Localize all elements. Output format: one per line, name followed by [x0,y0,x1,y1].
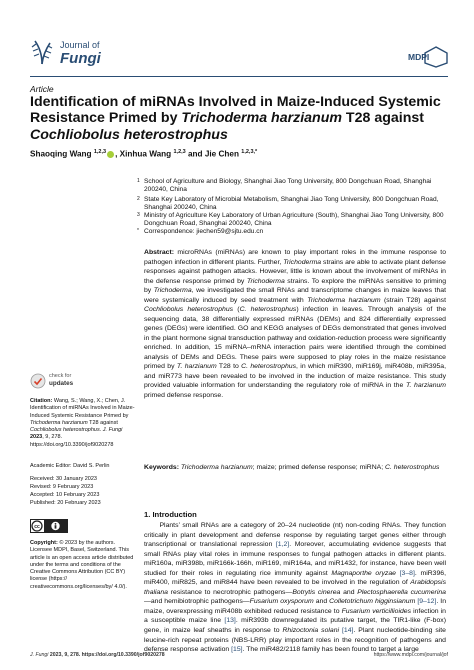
title-line1: Identification of miRNAs Involved in Maize-Induced Systemic [30,94,441,110]
author-2[interactable]: Xinhua Wang [119,149,172,159]
affiliation-text: State Key Laboratory of Microbial Metabolism, Shanghai Jiao Tong University, 800 Dongchuan Road, Shanghai 200240, China [144,196,439,212]
intro-text: and [340,588,358,596]
journal-of-label: Journal of [60,40,100,50]
citation-text: . [99,427,103,434]
intro-text: . Moreover, accumulating evidence suggests that small RNAs play vital roles in immune responses to fungal pathogen attacks in different plants. miR160a, miR398b, miR166k-166h, miR169, miR164a, and miR1432, for instance, have been well studied for their roles in regulating rice immunity against [144,541,446,577]
academic-editor: Academic Editor: David S. Perlin [30,463,110,469]
abstract-italic: C. heterostrophus [239,306,297,313]
intro-text: —and hemibiotrophic pathogens— [144,598,250,606]
author-3-affiliations: 1,2,3,* [241,149,258,155]
title-line3-italic: Cochliobolus heterostrophus [30,126,228,143]
intro-italic: Magnaporthe oryzae [331,569,396,577]
introduction-body [144,521,446,655]
affiliation-3 [137,212,444,228]
copyright-block [30,540,136,591]
citation-link[interactable]: [9–12] [417,598,437,606]
journal-name[interactable]: Fungi [60,50,101,67]
footer-citation: 2023, 9, 278. https://doi.org/10.3390/jof9020278 [48,652,165,658]
intro-italic: Fusarium verticillioides [341,607,411,615]
keywords [144,463,446,473]
affiliation-number: 3 [137,212,140,218]
intro-text: . The miR482/2118 family has been found to target a large [242,646,419,654]
journal-logo-icon [30,38,54,66]
intro-italic: Fusarium oxysporum [249,598,314,606]
abstract-italic: Trichoderma [283,258,322,266]
publisher-name: MDPI [408,52,430,62]
author-3[interactable]: Jie Chen [204,149,239,159]
intro-text: Plants’ small RNAs are a category of 20–24 nucleotide (nt) non-coding RNAs. They function critically in plant development and defense response by regulating target genes either through transcriptional or translational repression [144,522,446,549]
correspondence-mark: * [137,228,139,234]
author-list: Shaoqing Wang $^{1,2,3}$ , Xinhua Wang $^{1,2,3}$ and Jie Chen $^{1,2,3,*}$ [30,149,258,159]
abstract-italic: T. harzianum [405,382,447,389]
keyword-italic: C. heterostrophus [385,464,440,471]
footer-journal: J. Fungi [30,652,49,658]
abstract-text: , in which miR390, miR169j, miR408b, miR395a, and miR773 have been revealed to be involved in the induction of maize resistance. This study provided valuable information for understanding the regulatory role of miRNA in the [144,363,447,389]
citation-italic: Cochliobolus heterostrophus [30,427,100,434]
page-footer [30,652,448,658]
abstract-italic: C. heterostrophus [241,363,297,370]
abstract-text: , we investigated the small RNAs and transcriptome changes in maize leaves that were systemically induced by seed treatment with [144,287,446,304]
keyword-italic: Trichoderma harzianum [180,464,253,471]
received-date: Received: 30 January 2023 [30,476,97,482]
check-updates-label2: updates [49,380,74,387]
article-title [30,94,450,143]
header-divider [30,76,448,77]
affiliation-number: 2 [137,196,140,202]
citation-link[interactable]: [3–8] [399,569,415,577]
intro-italic: Plectosphaerella cucumerina [357,588,446,596]
citation-text: T28 against [87,419,118,426]
abstract-text: T28 to [216,363,242,370]
citation-block [30,398,136,449]
author-and: and [188,149,203,159]
affiliation-text: School of Agriculture and Biology, Shanghai Jiao Tong University, 800 Dongchuan Road, Shanghai 200240, China [144,178,432,194]
citation-doi[interactable]: , 9, 278. https://doi.org/10.3390/jof9020278 [30,434,114,448]
abstract-text: strains. To explore the miRNAs sensitive to priming by [144,277,446,294]
footer-journal-url[interactable]: https://www.mdpi.com/journal/jof [373,652,448,658]
citation-year: 2023 [30,434,43,441]
abstract [144,248,446,400]
intro-text: . In maize, overexpressing miR408b exhibited reduced resistance to [144,598,447,615]
check-for-updates-button[interactable] [30,370,78,392]
title-line2-suffix: T28 against [341,110,424,127]
copyright-text: © 2023 by the authors. Licensee MDPI, Basel, Switzerland. This article is an open access article distributed under the terms and conditions of the Creative Commons Attribution (CC BY) license (https:// creativecommons.org/licenses/by/ 4.0/). [30,540,134,590]
svg-text:cc: cc [34,524,40,530]
title-line2-italic: Trichoderma harzianum [181,110,342,127]
abstract-italic: T. harzianum [176,363,217,370]
abstract-text: microRNAs (miRNAs) are known to play important roles in the immune response to pathogen infection in different plants. Further, [144,249,446,266]
mdpi-logo-icon [424,46,448,68]
abstract-text: (strain T28) against [380,296,446,304]
abstract-italic: Trichoderma harzianum [307,296,381,304]
author-1[interactable]: Shaoqing Wang [30,149,92,159]
intro-italic: Colletotrichum higginsianum [329,598,416,606]
abstract-text: ( [233,306,240,313]
check-updates-label: check for [49,373,72,379]
article-type: Article [30,84,54,94]
citation-italic: Trichoderma harzianum [30,419,88,426]
citation-text: Wang, S.; Wang, X.; Chen, J. Identification of miRNAs Involved in Maize-Induced Systemic Resistance Primed by [30,398,135,419]
citation-link[interactable]: [13] [224,617,236,625]
abstract-italic: Trichoderma [153,287,192,294]
author-1-affiliations: 1,2,3 [93,149,107,155]
cc-by-license-icon[interactable] [30,519,68,533]
affiliation-text: Ministry of Agriculture Key Laboratory of Urban Agriculture (South), Shanghai Jiao Tong University, 800 Dongchuan Road, Shanghai 200240, China [144,212,444,228]
intro-text: infection in a susceptible maize line [144,607,446,625]
intro-italic: Botrytis cinerea [292,588,341,596]
title-line2-prefix: Resistance Primed by [30,110,182,127]
check-updates-icon [30,373,46,389]
keyword-text: ; maize; primed defense response; miRNA; [252,464,386,471]
affiliation-2 [137,196,444,212]
abstract-label: Abstract: [144,249,175,256]
abstract-italic: Trichoderma [246,277,285,285]
intro-italic: Arabidopsis thaliana [144,579,446,596]
intro-text: and [313,598,330,606]
intro-text: . miR396, miR400, miR825, and miR844 have been revealed to be involved in the regulation of [144,569,446,587]
revised-date: Revised: 9 February 2023 [30,484,94,490]
keywords-label: Keywords: [144,464,179,471]
intro-italic: Rhizoctonia solani [282,627,340,635]
accepted-date: Accepted: 10 February 2023 [30,492,100,498]
affiliation-1 [137,178,444,194]
copyright-label: Copyright: [30,540,58,546]
citation-link[interactable]: [15] [231,646,243,654]
intro-text: . Plant nucleotide-binding site leucine-rich repeat proteins (NBS-LRR) play important roles in the recognition of pathogens and defense response activation [144,627,446,654]
abstract-text: strains are able to activate plant defense responses against pathogen attacks. However, little is known about the involvement of miRNAs in the defense response primed by [144,258,446,285]
author-2-affiliations: 1,2,3 [173,149,186,155]
intro-text: . miR393b downregulated its putative target, the TIR1-like (F-box) gene, in maize leaf sheaths in response to [144,617,446,635]
citation-journal: J. Fungi [102,427,123,434]
abstract-italic: Cochliobolus heterostrophus [144,306,234,313]
published-date: Published: 20 February 2023 [30,500,101,506]
section-heading: 1. Introduction [144,510,197,519]
citation-label: Citation: [30,398,53,404]
citation-link[interactable]: [1,2] [275,541,290,549]
abstract-text: ) infection in leaves. Through analysis of the sequencing data, 38 differentially expressed miRNAs (DEMs) and 824 differentially expressed genes (DEGs) were identified. GO and KEGG analyses of DEGs demonstrated that genes involved in the plant hormone signal transduction pathway and oxidation-reduction process were significantly enriched. In addition, 15 miRNA–mRNA interaction pairs were identified through the combined analysis of DEMs and DEGs. These pairs were supposed to play roles in the maize resistance primed by [144,306,447,370]
intro-text: resistance to necrotrophic pathogens— [167,588,293,596]
orcid-icon[interactable] [107,151,114,158]
abstract-text: primed defense response. [144,391,224,399]
citation-link[interactable]: [14] [342,627,354,635]
correspondence-text[interactable]: Correspondence: jiechen59@sjtu.edu.cn [144,228,264,235]
affiliation-number: 1 [137,178,140,184]
correspondence [137,228,444,236]
